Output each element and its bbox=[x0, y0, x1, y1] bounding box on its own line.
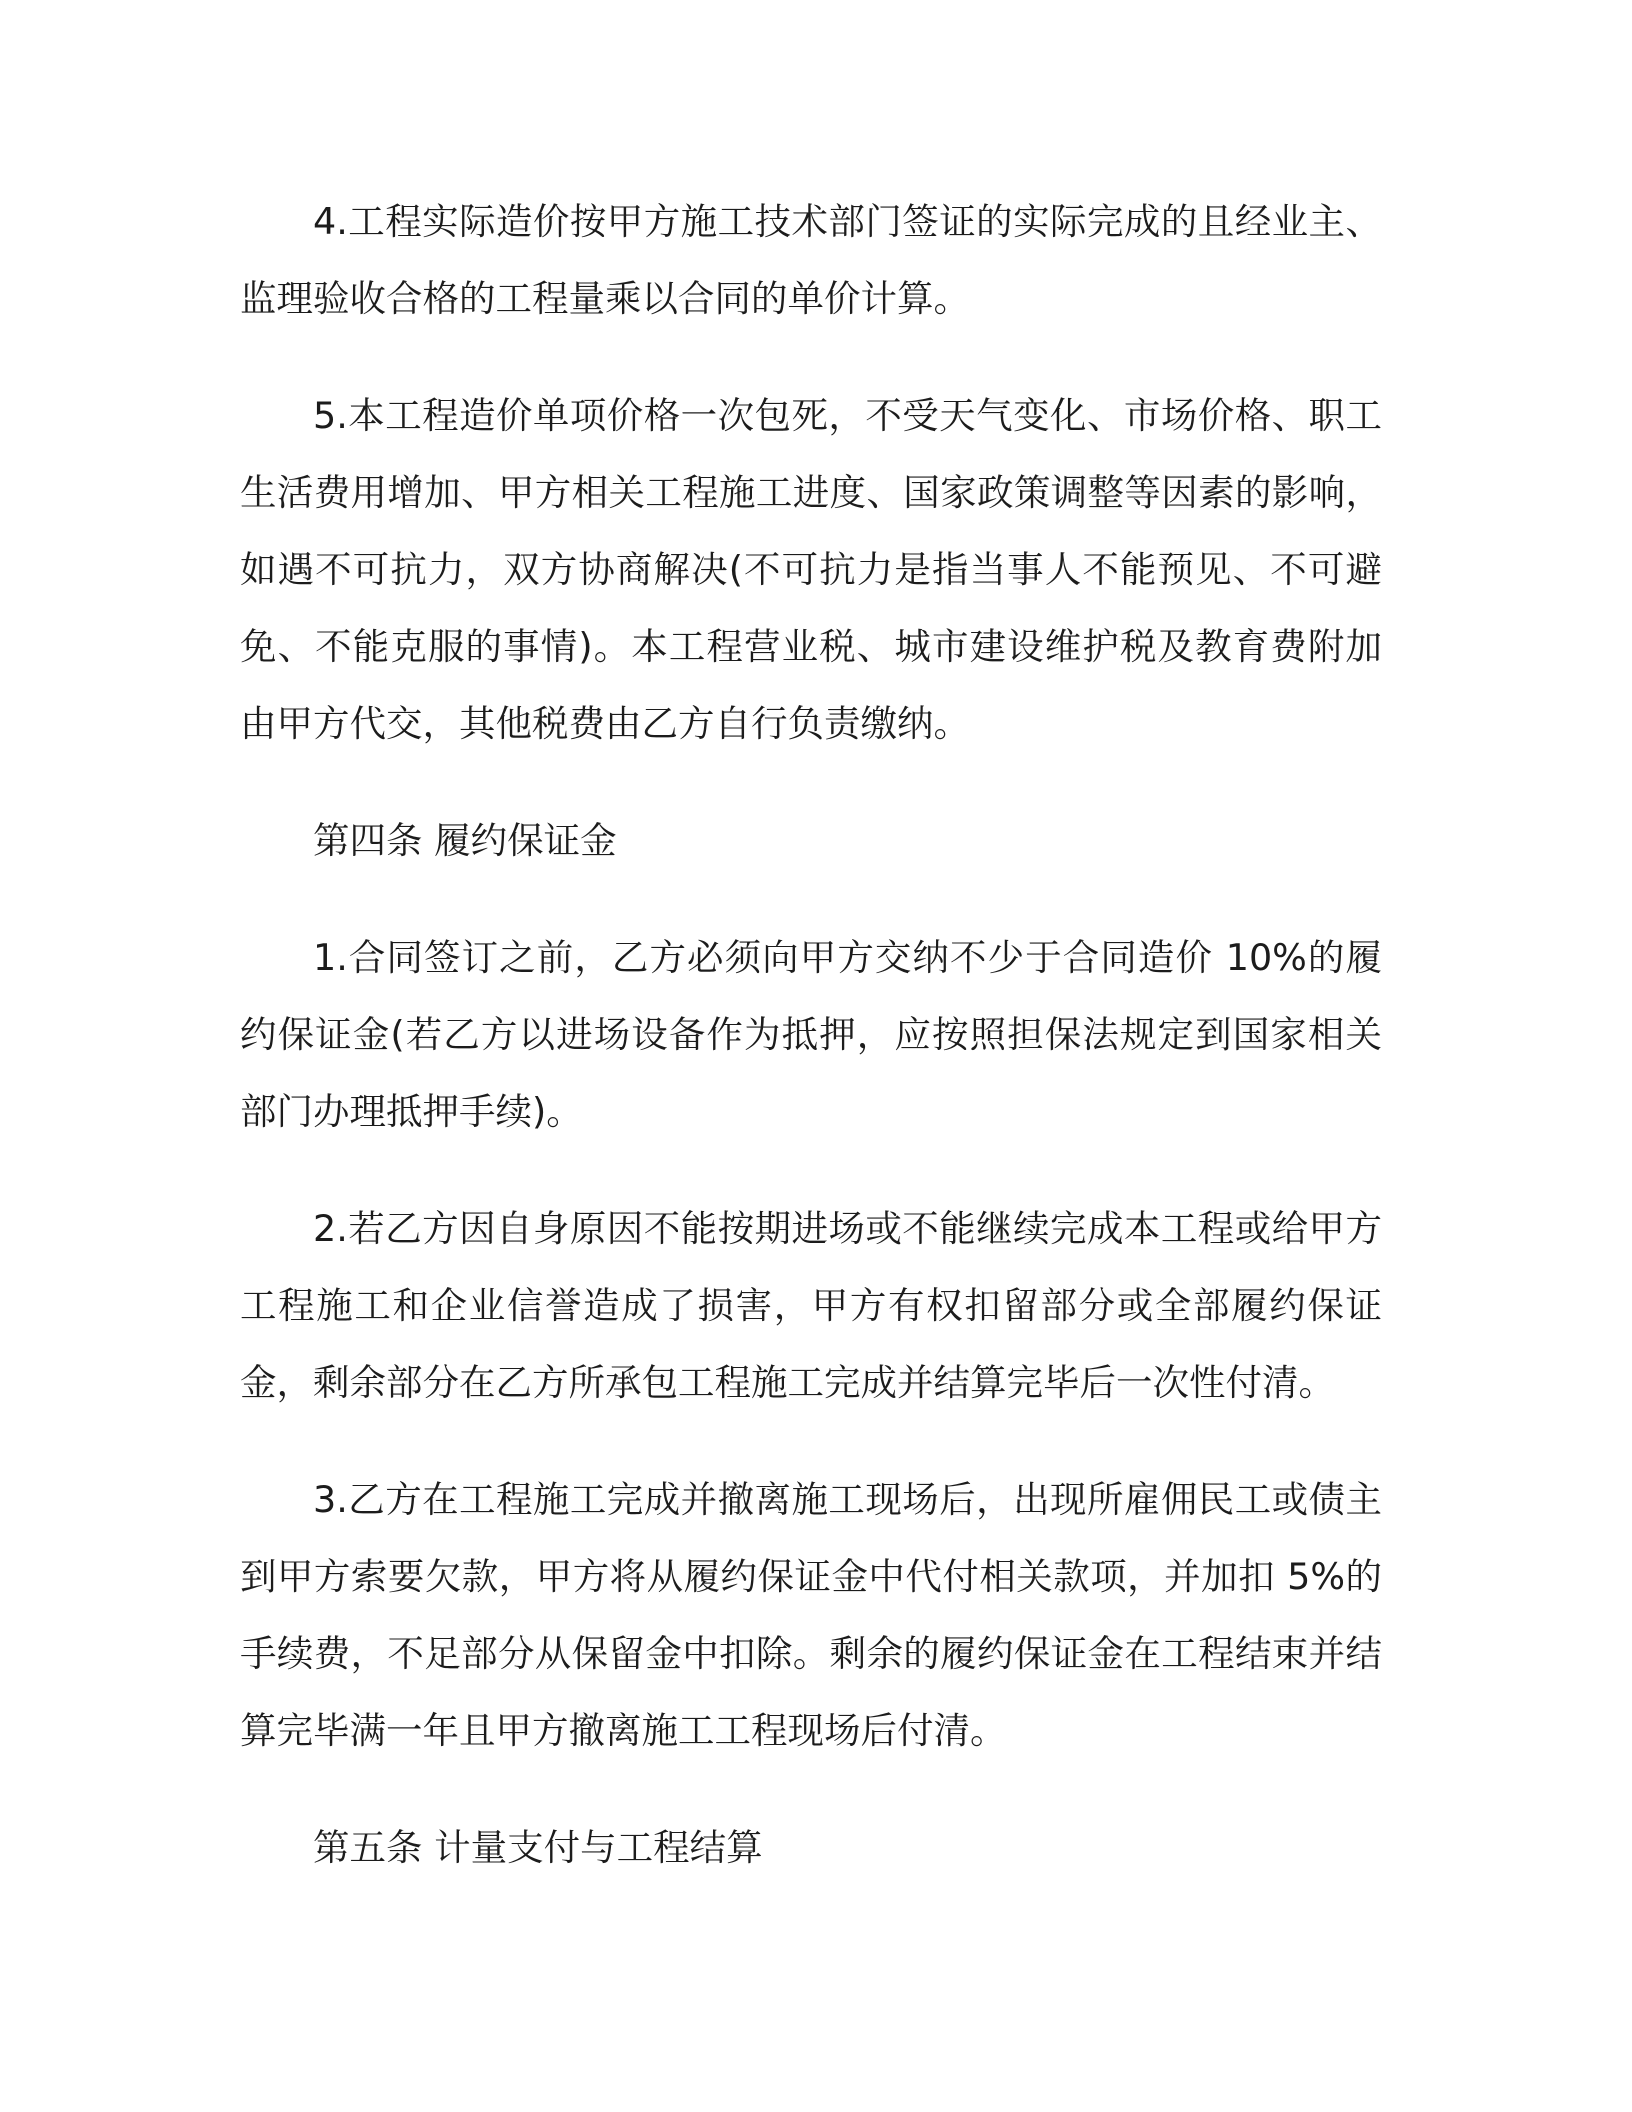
document-body bbox=[240, 183, 1382, 1886]
clause-item-4: 4.工程实际造价按甲方施工技术部门签证的实际完成的且经业主、监理验收合格的工程量乘以合同的单价计算。 bbox=[240, 200, 1382, 320]
clause-item-5: 5.本工程造价单项价格一次包死，不受天气变化、市场价格、职工生活费用增加、甲方相关工程施工进度、国家政策调整等因素的影响，如遇不可抗力，双方协商解决(不可抗力是指当事人不能预见、不可避免、不能克服的事情)。本工程营业税、城市建设维护税及教育费附加由甲方代交，其他税费由乙方自行负责缴纳。 bbox=[240, 394, 1382, 745]
section-heading-article-5: 第五条 计量支付与工程结算 bbox=[313, 1826, 763, 1869]
section-heading-article-4: 第四条 履约保证金 bbox=[313, 819, 617, 862]
clause-item-3: 3.乙方在工程施工完成并撤离施工现场后，出现所雇佣民工或债主到甲方索要欠款，甲方将从履约保证金中代付相关款项，并加扣 5%的手续费，不足部分从保留金中扣除。剩余的履约保证金在工程结束并结算完毕满一年且甲方撤离施工工程现场后付清。 bbox=[240, 1478, 1382, 1752]
clause-item-1: 1.合同签订之前，乙方必须向甲方交纳不少于合同造价 10%的履约保证金(若乙方以进场设备作为抵押，应按照担保法规定到国家相关部门办理抵押手续)。 bbox=[240, 936, 1382, 1133]
clause-item-2: 2.若乙方因自身原因不能按期进场或不能继续完成本工程或给甲方工程施工和企业信誉造成了损害，甲方有权扣留部分或全部履约保证金，剩余部分在乙方所承包工程施工完成并结算完毕后一次性付清。 bbox=[240, 1207, 1382, 1404]
